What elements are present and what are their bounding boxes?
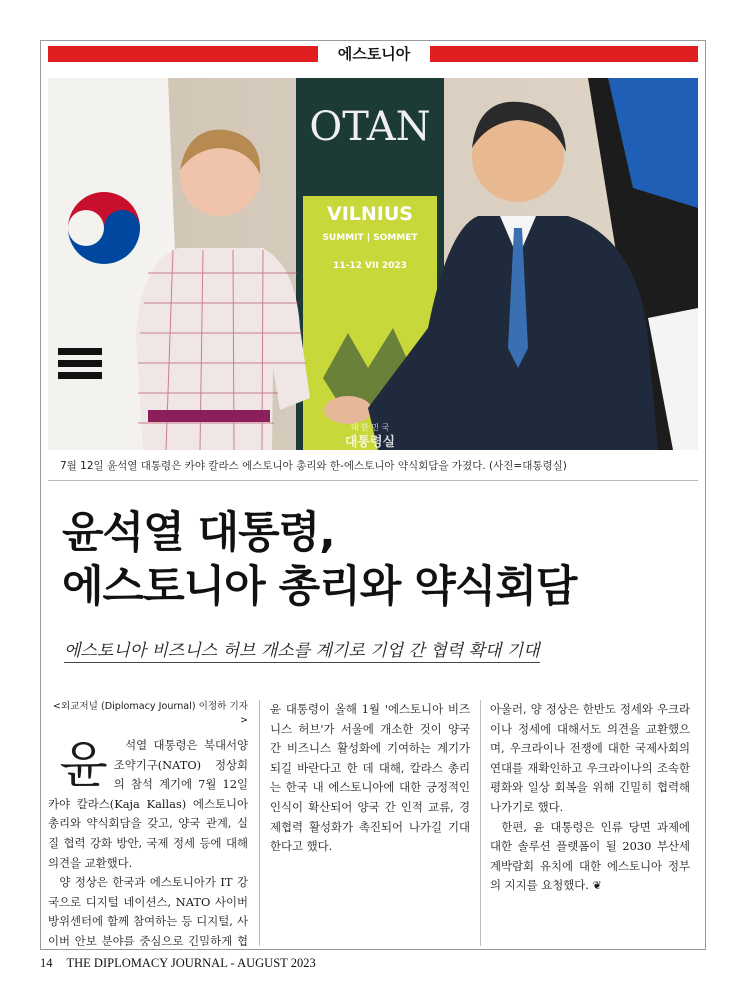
article-column-3 xyxy=(490,700,690,946)
section-label: 에스토니아 xyxy=(318,42,430,66)
publication-name: THE DIPLOMACY JOURNAL - AUGUST 2023 xyxy=(66,956,316,970)
handshake xyxy=(324,396,372,424)
article-column-2 xyxy=(270,700,470,946)
article-paragraph-5 xyxy=(490,818,690,896)
column-rule-2 xyxy=(480,700,481,946)
watermark xyxy=(345,422,395,450)
article-paragraph-5-text: 한편, 윤 대통령은 인류 당면 과제에 대한 솔루션 플랫폼이 될 2030 부산세계박람회 유치에 대한 에스토니아 정부의 지지를 요청했다. xyxy=(490,819,690,893)
photo-illustration xyxy=(48,78,698,450)
caption-divider xyxy=(48,480,698,481)
banner-summit: SUMMIT | SOMMET xyxy=(322,233,418,243)
drop-cap: 윤 xyxy=(59,736,108,794)
article-photo xyxy=(48,78,698,450)
headline xyxy=(62,506,692,614)
banner-city: VILNIUS xyxy=(327,203,413,225)
photo-caption: 7월 12일 윤석열 대통령은 카야 칼라스 에스토니아 총리와 한-에스토니아 약식회담을 가졌다. (사진=대통령실) xyxy=(60,460,567,472)
end-mark-icon: ❦ xyxy=(592,879,602,893)
article-paragraph-3: 윤 대통령이 올해 1월 '에스토니아 비즈니스 허브'가 서울에 개소한 것이 양국 간 비즈니스 활성화에 기여하는 계기가 되길 바란다고 한 데 대해, 칼라스 총리는 한국 내 에스토니아에 대한 긍정적인 인식이 확산되어 양국 간 인적 교류, 경제협력 활성화가 촉진되어 나가길 기대한다고 했다. xyxy=(270,702,470,854)
subtitle: 에스토니아 비즈니스 허브 개소를 계기로 기업 간 협력 확대 기대 xyxy=(64,636,540,663)
headline-line-2: 에스토니아 총리와 약식회담 xyxy=(62,562,577,612)
column-rule-1 xyxy=(259,700,260,946)
banner-title: OTAN xyxy=(309,104,431,150)
article-paragraph-1-text: 석열 대통령은 북대서양조약기구(NATO) 정상회의 참석 계기에 7월 12일 카야 칼라스(Kaja Kallas) 에스토니아 총리와 약식회담을 갖고, 양국 관계, 실질 협력 강화 방안, 국제 정세 등에 대해 의견을 교환했다. xyxy=(48,738,248,870)
byline: <외교저널 (Diplomacy Journal) 이정하 기자> xyxy=(52,701,248,726)
page-footer xyxy=(40,956,706,971)
headline-line-1: 윤석열 대통령, xyxy=(62,508,335,558)
article-column-1 xyxy=(48,700,248,946)
watermark-top: 대 한 민 국 xyxy=(350,423,390,432)
banner-dates: 11-12 VII 2023 xyxy=(333,261,407,271)
watermark-main: 대통령실 xyxy=(344,435,396,450)
page-number: 14 xyxy=(40,956,53,970)
article-paragraph-2: 양 정상은 한국과 에스토니아가 IT 강국으로 디지털 네이션스, NATO 사이버방위센터에 함께 참여하는 등 디지털, 사이버 안보 분야를 중심으로 긴밀하게 협 xyxy=(48,875,248,946)
article-paragraph-4: 아울러, 양 정상은 한반도 정세와 우크라이나 정세에 대해서도 의견을 교환했으며, 우크라이나 전쟁에 대한 국제사회의 연대를 재확인하고 우크라이나의 조속한 평화와 일상 회복을 위해 긴밀히 협력해 나가기로 했다. xyxy=(490,702,690,814)
article-paragraph-1 xyxy=(48,736,248,873)
